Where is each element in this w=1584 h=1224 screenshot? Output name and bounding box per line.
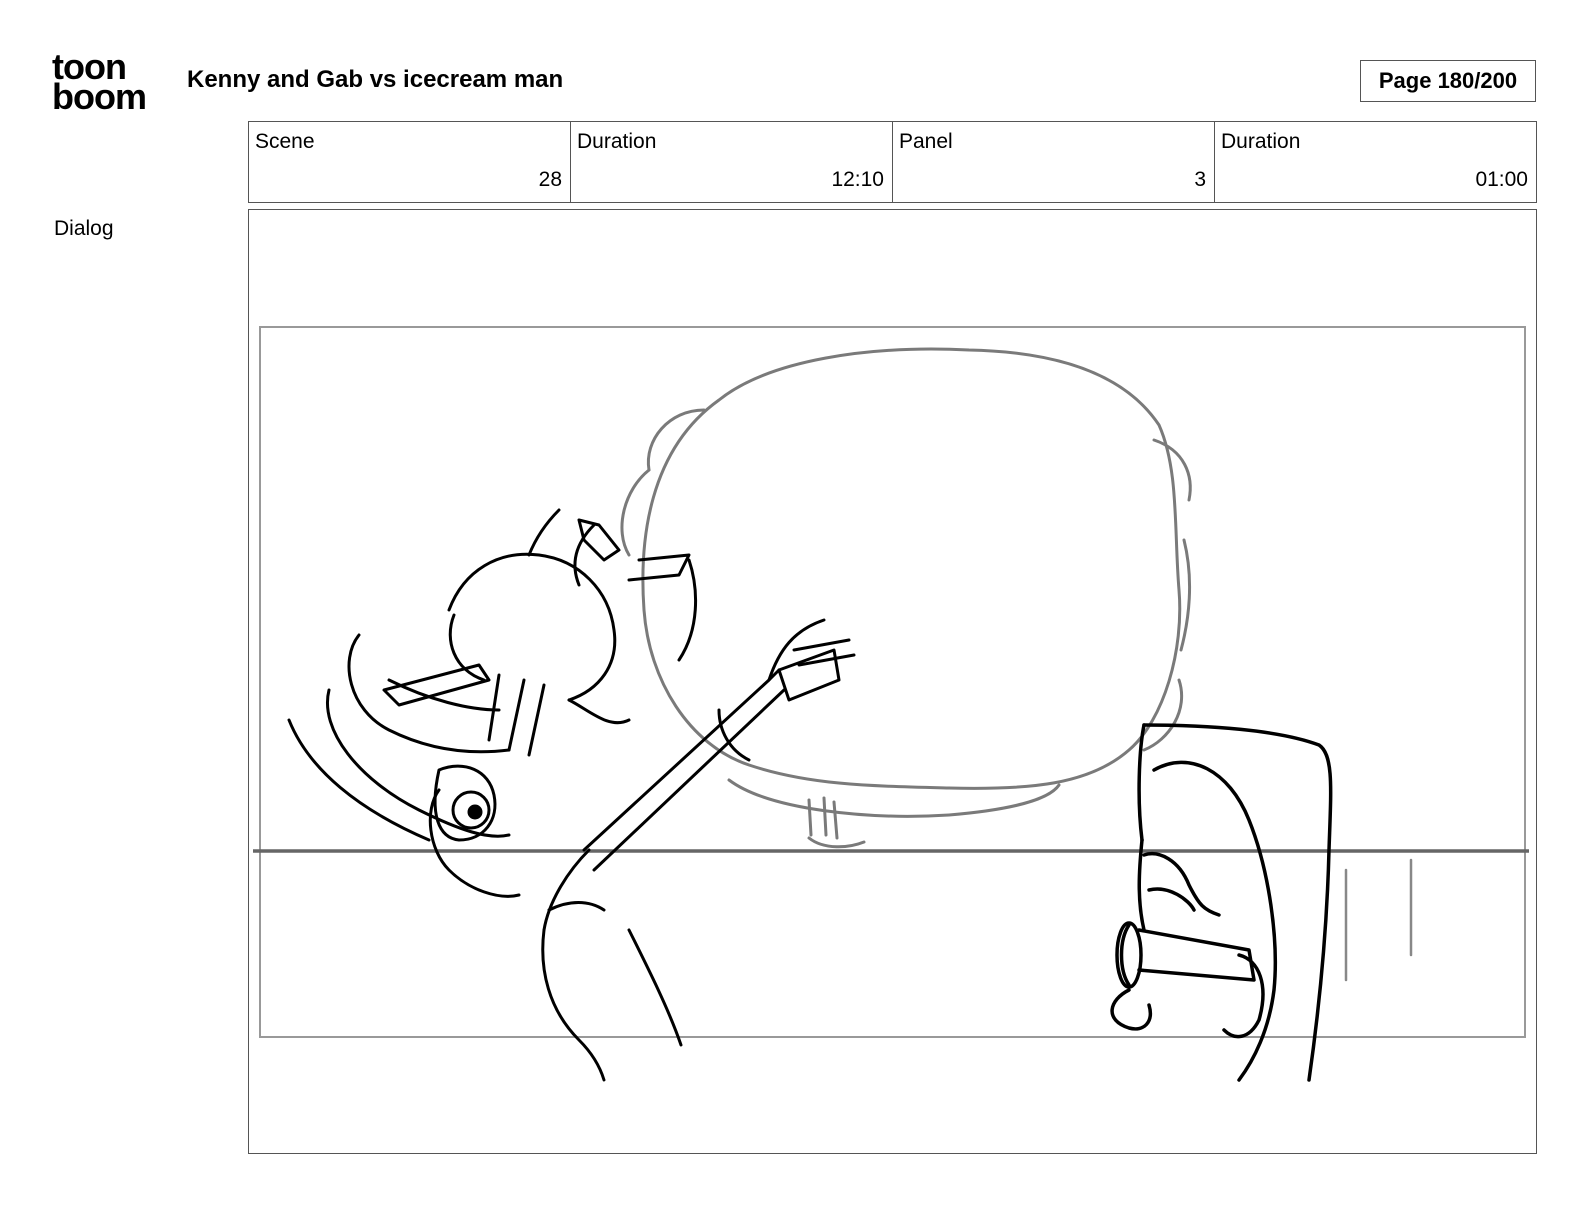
scene-duration-cell (571, 122, 893, 202)
project-title: Kenny and Gab vs icecream man (187, 66, 564, 93)
scene-duration-value: 12:10 (831, 168, 884, 191)
cloud-shape (622, 349, 1190, 847)
logo-line-top: toon (52, 46, 126, 87)
scene-info-table (248, 121, 1537, 203)
dialog-label: Dialog (54, 217, 114, 240)
scene-cell (249, 122, 571, 202)
panel-duration-label: Duration (1221, 130, 1301, 153)
panel-duration-cell (1215, 122, 1536, 202)
logo-line-bottom: boom (52, 76, 146, 117)
scene-value: 28 (538, 168, 562, 191)
character-left-sketch (289, 510, 854, 1080)
page-number-badge: Page 180/200 (1360, 60, 1536, 102)
toonboom-logo (52, 46, 164, 117)
safe-frame (260, 327, 1525, 1037)
storyboard-panel (248, 209, 1537, 1154)
panel-duration-value: 01:00 (1475, 168, 1528, 191)
panel-label: Panel (899, 130, 953, 153)
motion-lines (1346, 860, 1411, 980)
scene-duration-label: Duration (577, 130, 657, 153)
scene-label: Scene (255, 130, 315, 153)
panel-value: 3 (1194, 168, 1206, 191)
storyboard-sketch (249, 210, 1536, 1153)
panel-cell (893, 122, 1215, 202)
character-right-sketch (1112, 725, 1331, 1080)
